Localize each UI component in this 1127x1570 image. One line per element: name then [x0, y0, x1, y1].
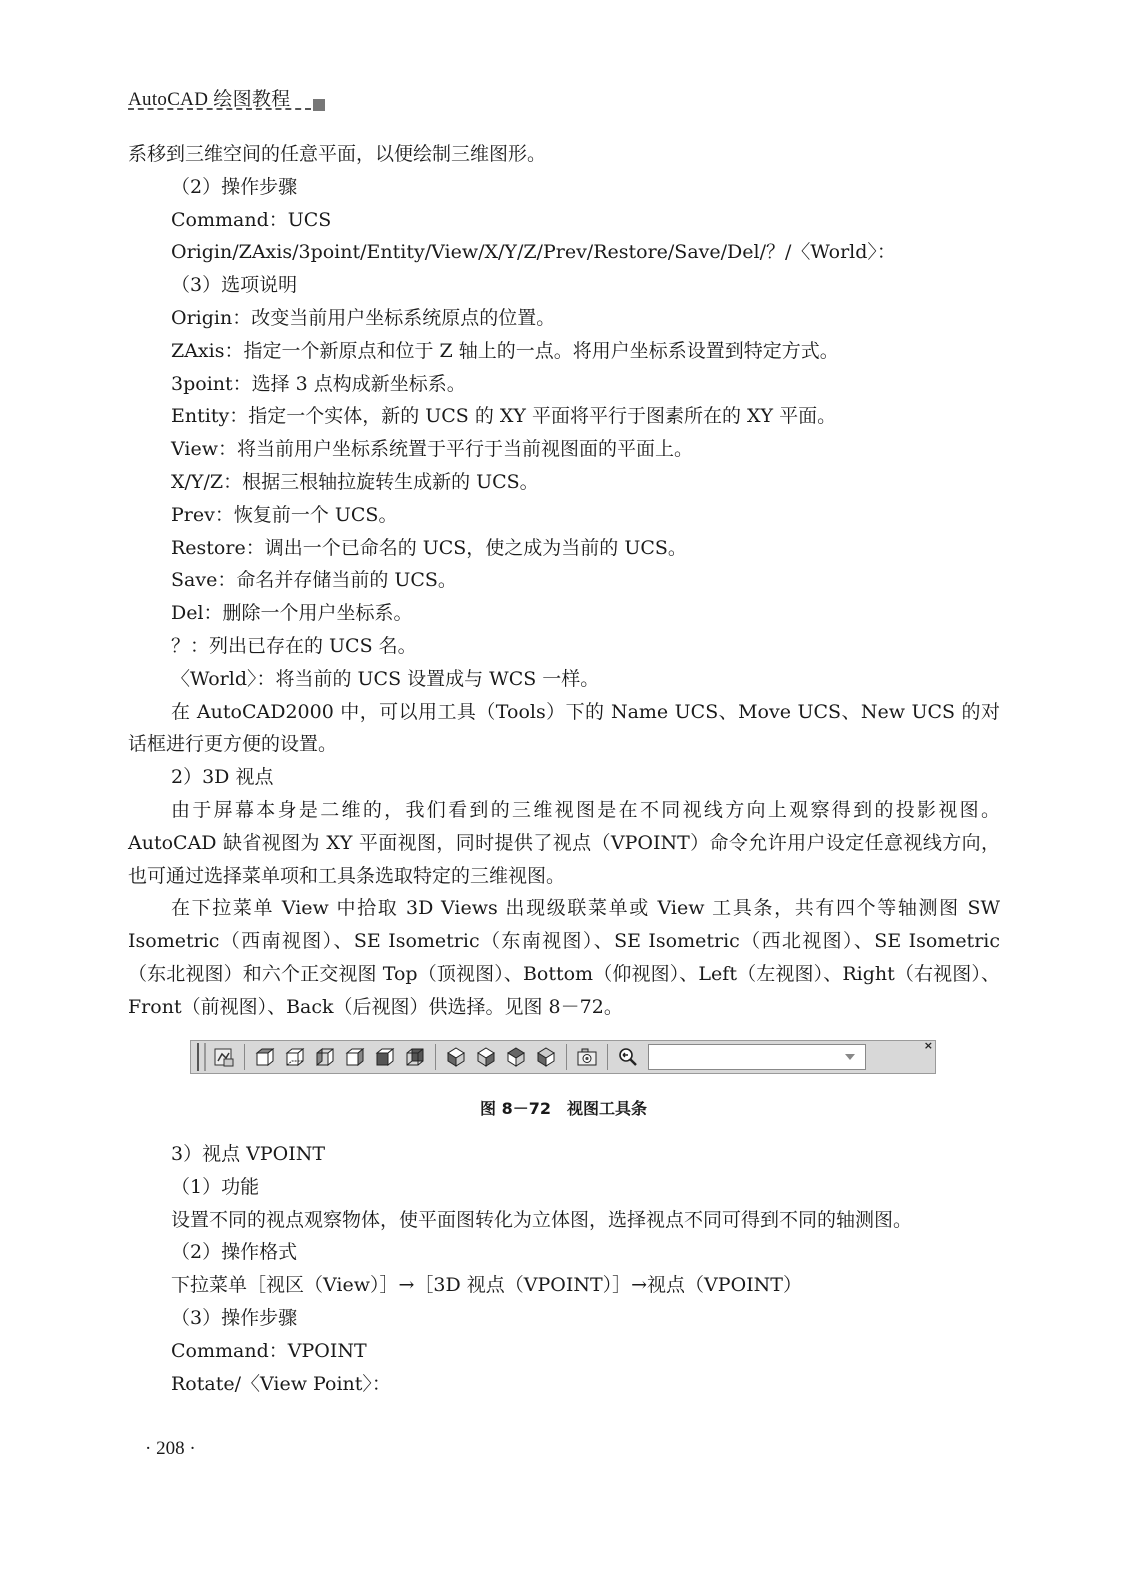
view-toolbar: [190, 1040, 936, 1074]
toolbar-separator: [244, 1044, 245, 1070]
text-line: 〈World〉：将当前的 UCS 设置成与 WCS 一样。: [171, 667, 600, 690]
chevron-down-icon[interactable]: [845, 1054, 855, 1060]
se-isometric-icon[interactable]: [472, 1043, 500, 1071]
text-line: Restore：调出一个已命名的 UCS，使之成为当前的 UCS。: [171, 536, 687, 559]
zoom-previous-icon[interactable]: [614, 1043, 642, 1071]
figure-caption: 图 8－72 视图工具条: [480, 1099, 647, 1118]
section-heading: 2）3D 视点: [171, 766, 274, 789]
header-square: [313, 99, 325, 111]
toolbar-separator: [607, 1044, 608, 1070]
text-line: Save：命名并存储当前的 UCS。: [171, 569, 457, 592]
text-line: Command：VPOINT: [171, 1339, 367, 1362]
text-line: ？：列出已存在的 UCS 名。: [171, 634, 417, 657]
text-line: View：将当前用户坐标系统置于平行于当前视图面的平面上。: [171, 438, 693, 461]
bottom-view-icon[interactable]: [281, 1043, 309, 1071]
text-line: X/Y/Z：根据三根轴拉旋转生成新的 UCS。: [171, 470, 539, 493]
text-line: （2）操作步骤: [171, 175, 298, 198]
text-line: （3）操作步骤: [171, 1306, 298, 1329]
left-view-icon[interactable]: [311, 1043, 339, 1071]
running-header: AutoCAD 绘图教程: [128, 89, 291, 110]
text-line: Command：UCS: [171, 208, 332, 231]
header-rule: [128, 108, 311, 110]
top-view-icon[interactable]: [251, 1043, 279, 1071]
paragraph: 设置不同的视点观察物体，使平面图转化为立体图，选择视点不同可得到不同的轴测图。: [171, 1208, 913, 1231]
paragraph: 在 AutoCAD2000 中，可以用工具（Tools）下的 Name UCS、Move UCS、New UCS 的对话框进行更方便的设置。: [128, 700, 1000, 756]
back-view-icon[interactable]: [401, 1043, 429, 1071]
text-line: Entity：指定一个实体，新的 UCS 的 XY 平面将平行于图素所在的 XY 平面。: [171, 405, 837, 428]
toolbar-grip[interactable]: [197, 1043, 206, 1071]
text-line: Prev：恢复前一个 UCS。: [171, 503, 398, 526]
front-view-icon[interactable]: [371, 1043, 399, 1071]
text-line: Origin/ZAxis/3point/Entity/View/X/Y/Z/Prev/Restore/Save/Del/？/〈World〉：: [171, 241, 896, 264]
text-line: 系移到三维空间的任意平面，以便绘制三维图形。: [128, 143, 547, 165]
nw-isometric-icon[interactable]: [532, 1043, 560, 1071]
body-text-bottom: [128, 1138, 1000, 1400]
text-line: Origin：改变当前用户坐标系统原点的位置。: [171, 306, 556, 329]
paragraph: 在下拉菜单 View 中拾取 3D Views 出现级联菜单或 View 工具条，共有四个等轴测图 SW Isometric（西南视图）、SE Isometric（东南视图）、SE Isometric（西北视图）、SE Isometric（东北视图）和六个正交视图 Top（顶视图）、Bottom（仰视图）、Left（左视图）、Right（右视图）、Front（前视图）、Back（后视图）供选择。见图 8－72。: [128, 897, 1000, 1018]
text-line: Rotate/〈View Point〉：: [171, 1372, 391, 1395]
text-line: （3）选项说明: [171, 274, 298, 297]
body-text-top: [128, 138, 1000, 1024]
toolbar-separator: [435, 1044, 436, 1070]
text-line: （2）操作格式: [171, 1241, 298, 1264]
text-line: 下拉菜单［视区（View）］→［3D 视点（VPOINT）］→视点（VPOINT）: [171, 1274, 802, 1297]
page-number: · 208 ·: [145, 1438, 196, 1459]
text-line: ZAxis：指定一个新原点和位于 Z 轴上的一点。将用户坐标系设置到特定方式。: [171, 339, 839, 362]
ne-isometric-icon[interactable]: [502, 1043, 530, 1071]
camera-icon[interactable]: [573, 1043, 601, 1071]
sw-isometric-icon[interactable]: [442, 1043, 470, 1071]
view-combo-box[interactable]: [648, 1044, 866, 1070]
text-line: 3point：选择 3 点构成新坐标系。: [171, 372, 466, 395]
text-line: Del：删除一个用户坐标系。: [171, 602, 413, 625]
text-line: （1）功能: [171, 1175, 260, 1198]
named-views-icon[interactable]: [210, 1043, 238, 1071]
right-view-icon[interactable]: [341, 1043, 369, 1071]
text-line: 3）视点 VPOINT: [171, 1143, 326, 1165]
paragraph: 由于屏幕本身是二维的，我们看到的三维视图是在不同视线方向上观察得到的投影视图。AutoCAD 缺省视图为 XY 平面视图，同时提供了视点（VPOINT）命令允许用户设定任意视线方向，也可通过选择菜单项和工具条选取特定的三维视图。: [128, 798, 1000, 887]
toolbar-separator: [566, 1044, 567, 1070]
close-icon[interactable]: ×: [923, 1039, 933, 1052]
